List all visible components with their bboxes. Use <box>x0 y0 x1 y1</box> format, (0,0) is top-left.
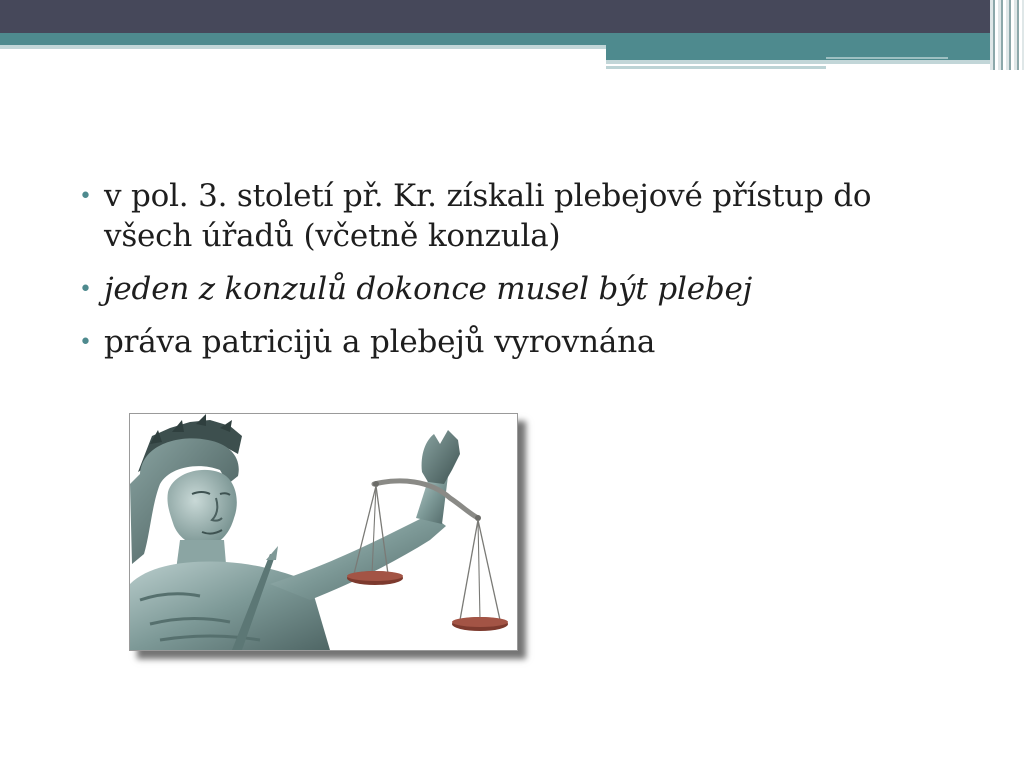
bullet-item <box>76 176 946 256</box>
header-edge-lines <box>990 0 1024 70</box>
header-dark-bar <box>0 0 1024 33</box>
header-pale-stripe <box>0 45 606 49</box>
bullet-text: jeden z konzulů dokonce musel být plebej <box>104 271 753 307</box>
header-thin-line <box>826 57 948 59</box>
bullet-item <box>76 269 946 309</box>
bullet-text: v pol. 3. století př. Kr. získali plebejové přístup do všech úřadů (včetně konzula) <box>104 178 872 254</box>
bullet-list <box>76 176 946 375</box>
header-teal-stripe <box>0 33 1024 45</box>
bullet-dot: • <box>79 330 92 355</box>
bullet-dot: • <box>79 184 92 209</box>
justice-statue-image <box>129 413 518 651</box>
bullet-item <box>76 322 946 362</box>
header-pale-stripe-lower <box>606 60 990 64</box>
header-pale-stripe-short <box>606 66 826 69</box>
bullet-text: práva patriciju̇ a plebejů vyrovnána <box>104 324 656 360</box>
bullet-dot: • <box>79 277 92 302</box>
